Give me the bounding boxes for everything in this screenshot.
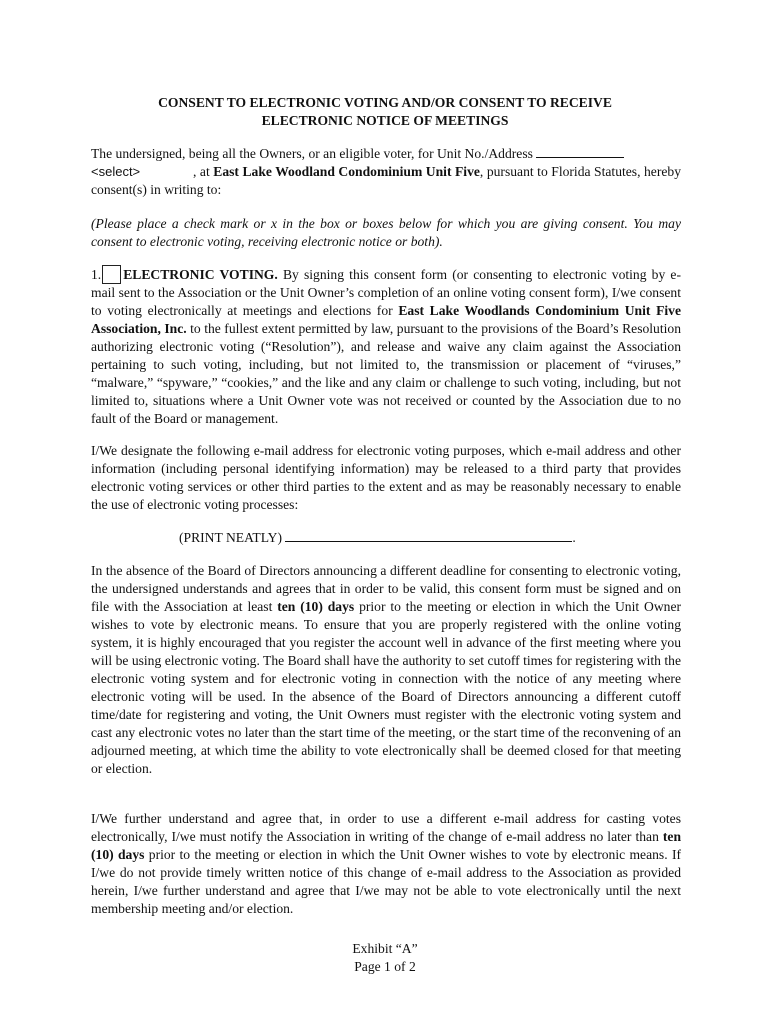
section-text-a: By signing this consent form (or consenting to electronic voting by e-mail sent to the Association or the Unit Owner’s completion of an online voting consent form), I/we consent to voting electronically at meetings and elections for <box>91 267 681 318</box>
section-heading: ELECTRONIC VOTING. <box>123 267 278 282</box>
intro-paragraph <box>91 145 681 199</box>
unit-address-field[interactable] <box>536 145 624 158</box>
document-title <box>0 94 770 130</box>
title-line-2: ELECTRONIC NOTICE OF MEETINGS <box>261 113 509 128</box>
intro-text-a: The undersigned, being all the Owners, or an eligible voter, for Unit No./Address <box>91 146 533 161</box>
section-text-b: to the fullest extent permitted by law, pursuant to the provisions of the Board’s Resolution authorizing electronic voting (“Resolution”), and release and waive any claim against the Association pertaining to such voting, including, but not limited to, the transmission or placement of “viruses,” “malware,” “spyware,” “cookies,” and the like and any claim or challenge to such voting, including, but not limited to, situations where a Unit Owner vote was not received or counted by the Association due to no fault of the Board or management. <box>91 321 681 426</box>
association-full-name: East Lake Woodlands Condominium Unit Five Association, Inc. <box>91 303 681 336</box>
exhibit-label: Exhibit “A” <box>352 941 418 956</box>
print-line-terminator: . <box>572 530 576 545</box>
instruction-paragraph: (Please place a check mark or x in the box or boxes below for which you are giving consent. You may consent to electronic voting, receiving electronic notice or both). <box>91 216 681 249</box>
deadline-ten-days: ten (10) days <box>277 599 355 614</box>
section-number: 1. <box>91 267 102 282</box>
change-email-text-a: I/We further understand and agree that, in order to use a different e-mail address for casting votes electronically, I/we must notify the Association in writing of the change of e-mail address no later than <box>91 811 681 844</box>
electronic-voting-checkbox[interactable] <box>102 265 121 284</box>
email-entry-line <box>179 529 576 546</box>
change-email-paragraph <box>91 810 681 918</box>
email-designation-paragraph: I/We designate the following e-mail address for electronic voting purposes, which e-mail address and other information (including personal identifying information) may be released to a third party that provides electronic voting services or other third parties to the extent and as may be reasonably necessary to enable the use of electronic voting processes: <box>91 443 681 512</box>
unit-select-dropdown[interactable]: <select> <box>91 164 141 179</box>
deadline-text-a: In the absence of the Board of Directors announcing a different deadline for consenting to electronic voting, the undersigned understands and agrees that in order to be valid, this consent form must be signed and on file with the Association at least <box>91 563 681 614</box>
title-line-1: CONSENT TO ELECTRONIC VOTING AND/OR CONSENT TO RECEIVE <box>158 95 612 110</box>
page-footer <box>0 940 770 976</box>
association-name: East Lake Woodland Condominium Unit Five <box>213 164 480 179</box>
intro-text-c: , pursuant to Florida Statutes, hereby consent(s) in writing to: <box>91 164 681 197</box>
change-email-text-b: prior to the meeting or election in which the Unit Owner wishes to vote by electronic means. If I/we do not provide timely written notice of this change of e-mail address to the Association as provided herein, I/we further understand and agree that I/we may not be able to vote electronically until the next membership meeting and/or election. <box>91 847 681 916</box>
print-neatly-label: (PRINT NEATLY) <box>179 530 282 545</box>
change-email-ten-days: ten (10) days <box>91 829 682 862</box>
deadline-paragraph <box>91 562 681 778</box>
intro-text-b: , at <box>193 164 210 179</box>
deadline-text-b: prior to the meeting or election in which the Unit Owner wishes to vote by electronic means. To ensure that you are properly registered with the online voting system, it is highly encouraged that you register the account well in advance of the first meeting where you will be using electronic voting. The Board shall have the authority to set cutoff times for registering with the electronic voting system and for electronic voting in connection with the notice of any meeting where electronic voting will be used. In the absence of the Board of Directors announcing a different cutoff time/date for registering and voting, the Unit Owners must register with the electronic voting system and cast any electronic votes no later than the start time of the meeting, or the start time of the reconvening of an adjourned meeting, at which time the ability to vote electronically shall be deemed closed for that meeting or election. <box>91 599 682 776</box>
email-address-field[interactable] <box>285 529 572 542</box>
page-number: Page 1 of 2 <box>354 959 416 974</box>
section-electronic-voting <box>91 265 681 428</box>
